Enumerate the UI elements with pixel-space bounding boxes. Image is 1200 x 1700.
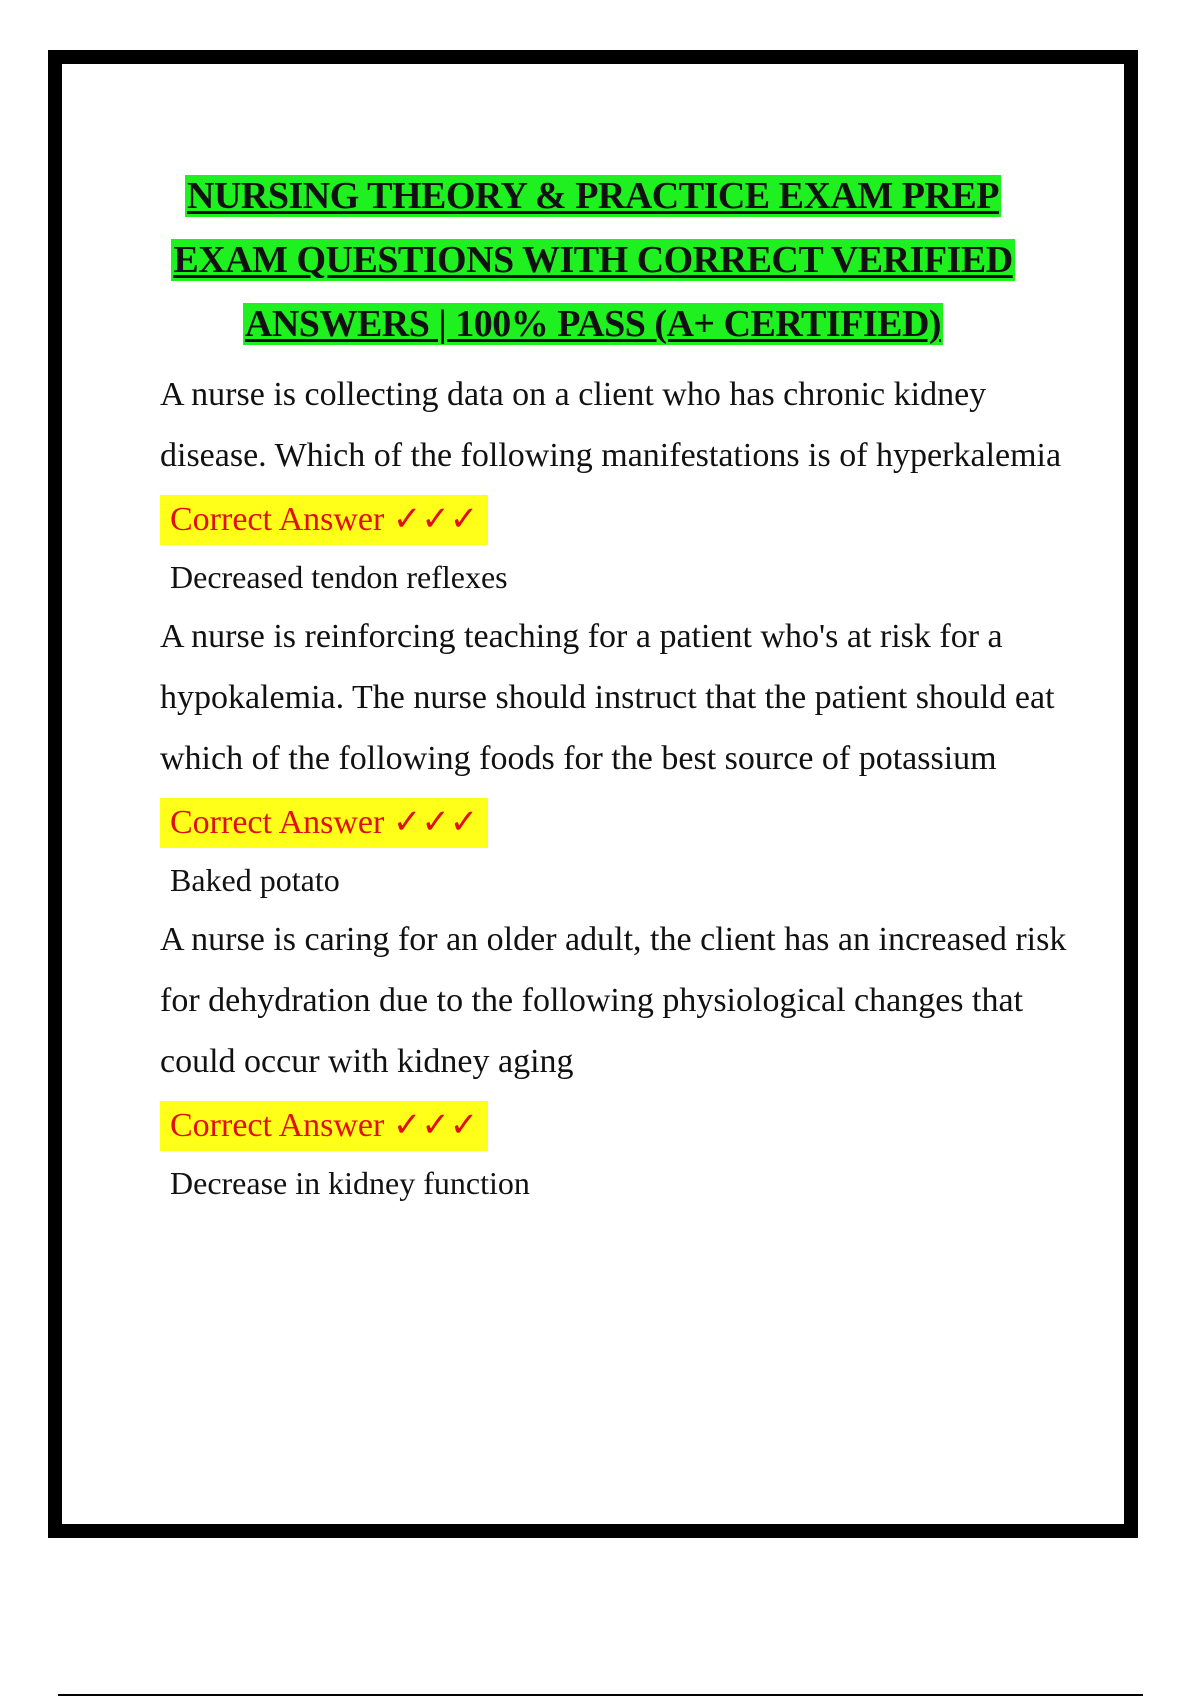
answer-text: Decrease in kidney function [170, 1165, 530, 1201]
title-line-1: NURSING THEORY & PRACTICE EXAM PREP [187, 175, 999, 217]
title-line-3: ANSWERS | 100% PASS (A+ CERTIFIED) [244, 303, 942, 345]
answer-text: Baked potato [170, 862, 340, 898]
qa-item-1 [160, 364, 1100, 606]
question-text: A nurse is reinforcing teaching for a patient who's at risk for a hypokalemia. The nurse should instruct that the patient should eat which of the following foods for the best source of potassium [160, 618, 1055, 777]
correct-answer-label: Correct Answer ✓✓✓ [160, 495, 488, 545]
qa-list [160, 364, 1100, 1212]
bottom-divider [58, 1694, 1143, 1696]
qa-item-2 [160, 606, 1100, 909]
page-frame [48, 50, 1138, 1538]
qa-item-3 [160, 909, 1100, 1212]
answer-text: Decreased tendon reflexes [170, 559, 508, 595]
correct-answer-label: Correct Answer ✓✓✓ [160, 1101, 488, 1151]
correct-answer-label: Correct Answer ✓✓✓ [160, 798, 488, 848]
document-title [62, 164, 1124, 356]
question-text: A nurse is collecting data on a client who has chronic kidney disease. Which of the following manifestations is of hyperkalemia [160, 376, 1062, 474]
question-text: A nurse is caring for an older adult, the client has an increased risk for dehydration due to the following physiological changes that could occur with kidney aging [160, 921, 1067, 1080]
title-line-2: EXAM QUESTIONS WITH CORRECT VERIFIED [173, 239, 1013, 281]
